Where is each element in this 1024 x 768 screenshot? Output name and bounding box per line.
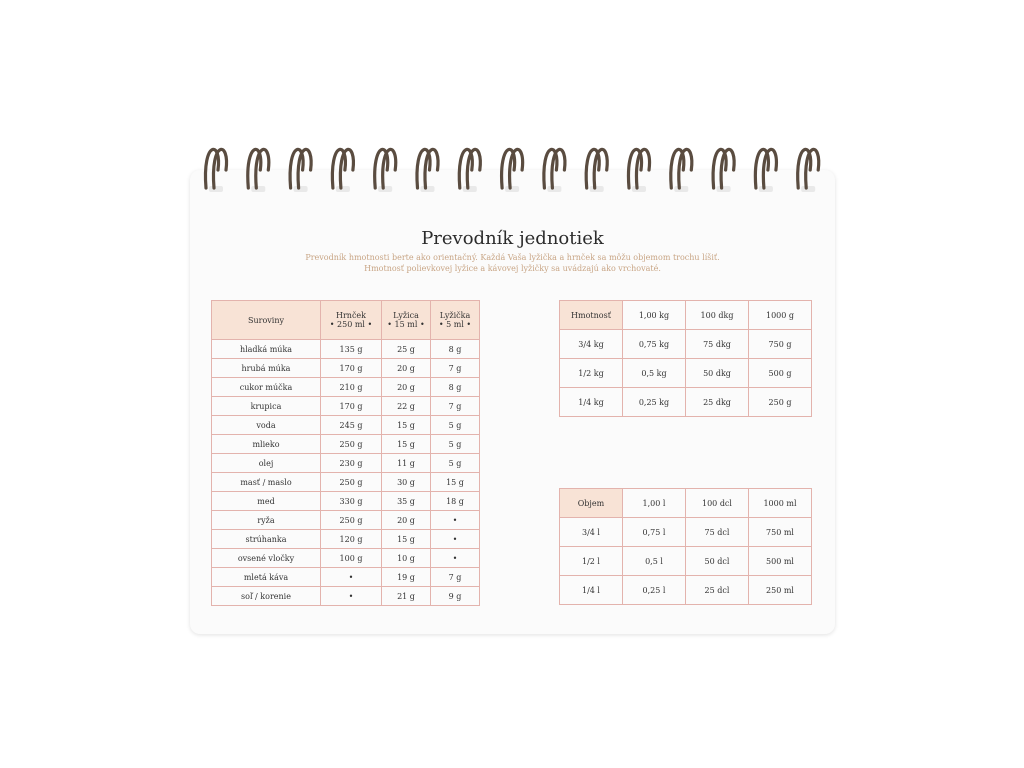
- value-cell: 8 g: [431, 378, 480, 397]
- row-label-cell: 1/2 l: [560, 547, 623, 576]
- table-row: [212, 378, 480, 397]
- subtitle-line-2: Hmotnosť polievkovej lyžice a kávovej lyžičky sa uvádzajú ako vrchovaté.: [364, 264, 661, 273]
- header-cell: 1000 ml: [749, 489, 812, 518]
- value-cell: 18 g: [431, 492, 480, 511]
- header-cup-label: Hrnček: [335, 311, 366, 320]
- value-cell: 0,25 kg: [623, 388, 686, 417]
- spiral-ring: [375, 149, 396, 192]
- table-row: [212, 435, 480, 454]
- header-cell: [321, 301, 382, 340]
- row-label-cell: 3/4 l: [560, 518, 623, 547]
- table-row: [212, 416, 480, 435]
- subtitle-line-1: Prevodník hmotnosti berte ako orientačný. Každá Vaša lyžička a hrnček sa môžu objemom trochu líšiť.: [305, 253, 720, 262]
- spiral-ring: [332, 149, 353, 192]
- row-label-cell: 1/4 kg: [560, 388, 623, 417]
- table-row: [212, 492, 480, 511]
- table-row: [212, 397, 480, 416]
- value-cell: 20 g: [382, 511, 431, 530]
- value-cell: 500 g: [749, 359, 812, 388]
- page-subtitle: [290, 252, 735, 274]
- value-cell: 15 g: [382, 530, 431, 549]
- row-label-cell: mlieko: [212, 435, 321, 454]
- header-cell: [431, 301, 480, 340]
- spiral-ring: [798, 149, 819, 192]
- row-label-cell: 3/4 kg: [560, 330, 623, 359]
- value-cell: 5 g: [431, 454, 480, 473]
- value-cell: 20 g: [382, 359, 431, 378]
- value-cell: 75 dkg: [686, 330, 749, 359]
- value-cell: 50 dkg: [686, 359, 749, 388]
- value-cell: 10 g: [382, 549, 431, 568]
- value-cell: 330 g: [321, 492, 382, 511]
- header-cell: [382, 301, 431, 340]
- value-cell: 19 g: [382, 568, 431, 587]
- header-cell: 1,00 kg: [623, 301, 686, 330]
- value-cell: 250 ml: [749, 576, 812, 605]
- ingredients-header-row: [212, 301, 480, 340]
- value-cell: 135 g: [321, 340, 382, 359]
- value-cell: 500 ml: [749, 547, 812, 576]
- spiral-ring: [713, 149, 734, 192]
- row-label-cell: hladká múka: [212, 340, 321, 359]
- value-cell: 0,25 l: [623, 576, 686, 605]
- table-row: [560, 518, 812, 547]
- table-row: [560, 330, 812, 359]
- weight-header-row: [560, 301, 812, 330]
- table-row: [212, 587, 480, 606]
- spiral-ring: [290, 149, 311, 192]
- value-cell: 15 g: [431, 473, 480, 492]
- row-label-cell: olej: [212, 454, 321, 473]
- table-row: [560, 388, 812, 417]
- row-label-cell: krupica: [212, 397, 321, 416]
- header-cell: 1,00 l: [623, 489, 686, 518]
- table-row: [212, 454, 480, 473]
- row-label-cell: voda: [212, 416, 321, 435]
- value-cell: 7 g: [431, 568, 480, 587]
- value-cell: 750 ml: [749, 518, 812, 547]
- weight-table: [559, 300, 812, 417]
- value-cell: •: [431, 549, 480, 568]
- ingredients-table: [211, 300, 480, 606]
- table-row: [212, 511, 480, 530]
- value-cell: 0,5 kg: [623, 359, 686, 388]
- value-cell: 250 g: [321, 473, 382, 492]
- spiral-binding: [190, 130, 835, 200]
- value-cell: 7 g: [431, 359, 480, 378]
- value-cell: 8 g: [431, 340, 480, 359]
- value-cell: 250 g: [321, 435, 382, 454]
- table-row: [560, 359, 812, 388]
- value-cell: 0,75 l: [623, 518, 686, 547]
- value-cell: 50 dcl: [686, 547, 749, 576]
- notebook-page: [190, 170, 835, 634]
- value-cell: 245 g: [321, 416, 382, 435]
- table-row: [560, 547, 812, 576]
- value-cell: 210 g: [321, 378, 382, 397]
- value-cell: 230 g: [321, 454, 382, 473]
- header-spoon-volume: • 15 ml •: [387, 320, 425, 329]
- header-cell: Suroviny: [212, 301, 321, 340]
- value-cell: 20 g: [382, 378, 431, 397]
- table-row: [212, 473, 480, 492]
- spiral-ring: [544, 149, 565, 192]
- header-cup-volume: • 250 ml •: [329, 320, 373, 329]
- volume-table: [559, 488, 812, 605]
- row-label-cell: 1/4 l: [560, 576, 623, 605]
- value-cell: 250 g: [749, 388, 812, 417]
- value-cell: 15 g: [382, 435, 431, 454]
- spiral-ring: [586, 149, 607, 192]
- value-cell: 7 g: [431, 397, 480, 416]
- value-cell: 0,75 kg: [623, 330, 686, 359]
- value-cell: •: [321, 568, 382, 587]
- value-cell: 120 g: [321, 530, 382, 549]
- row-label-cell: soľ / korenie: [212, 587, 321, 606]
- table-row: [212, 340, 480, 359]
- row-label-cell: 1/2 kg: [560, 359, 623, 388]
- value-cell: 75 dcl: [686, 518, 749, 547]
- value-cell: •: [431, 530, 480, 549]
- value-cell: 22 g: [382, 397, 431, 416]
- table-row: [212, 568, 480, 587]
- row-label-cell: hrubá múka: [212, 359, 321, 378]
- header-cell: 100 dkg: [686, 301, 749, 330]
- header-cell: Objem: [560, 489, 623, 518]
- value-cell: 15 g: [382, 416, 431, 435]
- spiral-ring: [628, 149, 649, 192]
- row-label-cell: ovsené vločky: [212, 549, 321, 568]
- spiral-ring: [671, 149, 692, 192]
- table-row: [212, 530, 480, 549]
- header-cell: 100 dcl: [686, 489, 749, 518]
- header-spoon-label: Lyžica: [393, 311, 419, 320]
- value-cell: 250 g: [321, 511, 382, 530]
- header-cell: 1000 g: [749, 301, 812, 330]
- spiral-ring: [755, 149, 776, 192]
- volume-header-row: [560, 489, 812, 518]
- spiral-ring: [417, 149, 438, 192]
- value-cell: 9 g: [431, 587, 480, 606]
- value-cell: 25 dkg: [686, 388, 749, 417]
- value-cell: 0,5 l: [623, 547, 686, 576]
- value-cell: 170 g: [321, 397, 382, 416]
- value-cell: 5 g: [431, 435, 480, 454]
- value-cell: •: [431, 511, 480, 530]
- value-cell: 21 g: [382, 587, 431, 606]
- table-row: [212, 549, 480, 568]
- spiral-ring: [205, 149, 226, 192]
- value-cell: 35 g: [382, 492, 431, 511]
- spiral-ring: [248, 149, 269, 192]
- value-cell: 100 g: [321, 549, 382, 568]
- table-row: [560, 576, 812, 605]
- value-cell: •: [321, 587, 382, 606]
- header-teaspoon-volume: • 5 ml •: [438, 320, 472, 329]
- value-cell: 30 g: [382, 473, 431, 492]
- value-cell: 5 g: [431, 416, 480, 435]
- spiral-ring: [502, 149, 523, 192]
- row-label-cell: med: [212, 492, 321, 511]
- spiral-ring: [459, 149, 480, 192]
- row-label-cell: cukor múčka: [212, 378, 321, 397]
- value-cell: 170 g: [321, 359, 382, 378]
- row-label-cell: masť / maslo: [212, 473, 321, 492]
- row-label-cell: strúhanka: [212, 530, 321, 549]
- value-cell: 25 g: [382, 340, 431, 359]
- header-teaspoon-label: Lyžička: [439, 311, 471, 320]
- value-cell: 25 dcl: [686, 576, 749, 605]
- page-title: Prevodník jednotiek: [421, 228, 604, 249]
- value-cell: 11 g: [382, 454, 431, 473]
- row-label-cell: mletá káva: [212, 568, 321, 587]
- value-cell: 750 g: [749, 330, 812, 359]
- row-label-cell: ryža: [212, 511, 321, 530]
- header-cell: Hmotnosť: [560, 301, 623, 330]
- table-row: [212, 359, 480, 378]
